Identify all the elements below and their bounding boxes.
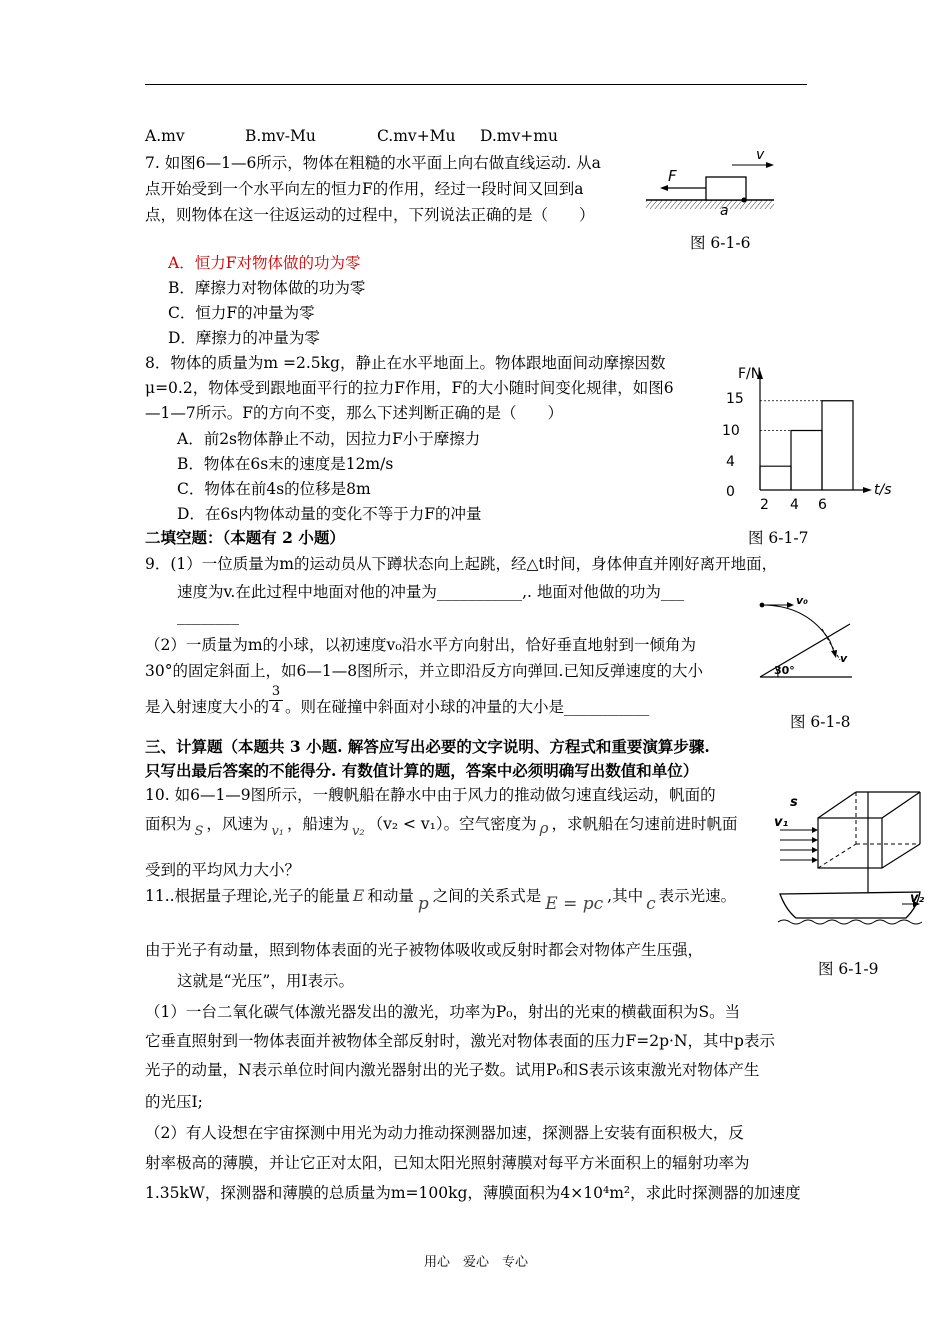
- v-arrowhead: [831, 650, 837, 658]
- y-tick-4: 4: [726, 454, 735, 470]
- var-S: S: [194, 824, 204, 839]
- bar-0-2: [760, 466, 791, 490]
- q6-option-a: A.mv: [145, 127, 185, 145]
- q7-line-3: 点，则物体在这一往返运动的过程中，下列说法正确的是（ ）: [145, 206, 595, 224]
- x-tick-6: 6: [818, 497, 827, 513]
- wind-arrowhead-3: [812, 847, 818, 853]
- q6-option-c: C.mv+Mu: [377, 127, 456, 145]
- fraction-denominator: 4: [269, 700, 283, 717]
- q7-line-2: 点开始受到一个水平向左的恒力F的作用，经过一段时间又回到a: [145, 180, 584, 198]
- q6-option-d: D.mv+mu: [480, 127, 558, 145]
- wind-arrowhead-1: [812, 827, 818, 833]
- page-footer: 用心 爱心 专心: [424, 1255, 529, 1270]
- q6-option-b: B.mv-Mu: [245, 127, 316, 145]
- var-c: c: [646, 894, 656, 914]
- label-30deg: 30°: [774, 664, 795, 677]
- x-tick-2: 2: [760, 497, 769, 513]
- section-3-line-2: 只写出最后答案的不能得分. 有数值计算的题，答案中必须明确写出数值和单位）: [145, 761, 699, 780]
- q8-option-a: A．前2s物体静止不动，因拉力F小于摩擦力: [177, 430, 481, 448]
- y-axis-label: F/N: [738, 366, 762, 382]
- q7-option-a: A．恒力F对物体做的功为零: [168, 254, 361, 272]
- point-a: [742, 198, 747, 203]
- x-tick-4: 4: [790, 497, 799, 513]
- q11-line-1: [145, 884, 737, 914]
- q10-text-e: ，求帆船在匀速前进时帆面: [551, 815, 738, 833]
- label-v: v: [756, 147, 765, 163]
- sail-edge-top-right: [882, 792, 920, 818]
- q7-option-b: B．摩擦力对物体做的功为零: [168, 279, 366, 297]
- label-a: a: [720, 203, 729, 219]
- figure-6-1-6-caption: 图 6-1-6: [690, 234, 751, 252]
- q10-line-2: [145, 812, 738, 839]
- figure-6-1-9: [770, 782, 940, 942]
- figure-6-1-8-caption: 图 6-1-8: [790, 713, 851, 731]
- bar-4-6: [822, 401, 853, 490]
- q11-part2-line-1: （2）有人设想在宇宙探测中用光为动力推动探测器加速，探测器上安装有面积极大，反: [145, 1124, 744, 1142]
- label-v: v: [840, 652, 848, 665]
- q9-part1-line-3: ________: [177, 607, 239, 625]
- q9-part2-line-1: （2）一质量为m的小球，以初速度v₀沿水平方向射出，恰好垂直地射到一倾角为: [145, 636, 697, 654]
- y-tick-0: 0: [726, 484, 735, 500]
- wind-arrowhead-4: [812, 857, 818, 863]
- wind-arrowhead-2: [812, 837, 818, 843]
- q10-text-b: ，风速为: [206, 815, 269, 833]
- section-2-heading: 二填空题：（本题有 2 小题）: [145, 528, 345, 547]
- x-axis-label: t/s: [874, 482, 892, 498]
- q7-option-c: C．恒力F的冲量为零: [168, 304, 315, 322]
- q7-line-1: 7. 如图6—1—6所示，物体在粗糙的水平面上向右做直线运动. 从a: [145, 154, 601, 172]
- var-p: p: [417, 894, 429, 914]
- q11-text-a: 11..根据量子理论,光子的能量: [145, 887, 351, 905]
- equation-E-pc: E = pc: [545, 894, 604, 914]
- figure-6-1-7-caption: 图 6-1-7: [748, 529, 809, 547]
- q10-text-c: ，船速为: [287, 815, 350, 833]
- q11-part1-line-1: （1）一台二氧化碳气体激光器发出的激光，功率为P₀，射出的光束的横截面积为S。当: [145, 1003, 741, 1021]
- sail-edge-top-left: [818, 792, 856, 818]
- q11-part2-line-2: 射率极高的薄膜，并让它正对太阳，已知太阳光照射薄膜对每平方米面积上的辐射功率为: [145, 1154, 750, 1172]
- q11-line-3: 这就是“光压”，用I表示。: [177, 972, 354, 990]
- q9-part2-line-3b: 。则在碰撞中斜面对小球的冲量的大小是___________: [285, 698, 650, 716]
- q7-option-d: D．摩擦力的冲量为零: [168, 329, 320, 347]
- figure-6-1-6: [640, 143, 780, 225]
- q10-line-3: 受到的平均风力大小？: [145, 861, 301, 879]
- label-F: F: [668, 167, 677, 185]
- trajectory: [762, 605, 830, 641]
- bar-2-4: [791, 431, 822, 491]
- fraction-numerator: 3: [271, 684, 281, 699]
- block: [706, 177, 746, 200]
- q8-line-1: 8．物体的质量为m =2.5kg，静止在水平地面上。物体跟地面间动摩擦因数: [145, 354, 666, 372]
- ground-hatch: [646, 200, 774, 209]
- var-v2: v₂: [352, 824, 365, 839]
- q9-part1-line-2: 速度为v.在此过程中地面对他的冲量为___________,. 地面对他做的功为___: [177, 583, 685, 601]
- q11-text-d: ,其中: [607, 887, 644, 905]
- sail-hidden-bottom: [818, 844, 856, 868]
- sail-front: [818, 818, 882, 868]
- hull: [780, 892, 920, 918]
- q11-part1-line-4: 的光压I;: [145, 1093, 203, 1111]
- var-E: E: [353, 887, 365, 905]
- var-rho: ρ: [539, 819, 549, 837]
- q10-text-d: （v₂ < v₁）。空气密度为: [367, 815, 537, 833]
- q10-text-a: 面积为: [145, 815, 192, 833]
- q11-part1-line-2: 它垂直照射到一物体表面并被物体全部反射时，激光对物体表面的压力F=2p·N，其中p表示: [145, 1032, 775, 1050]
- q9-part1-line-1: 9．(1）一位质量为m的运动员从下蹲状态向上起跳，经△t时间，身体伸直并刚好离开地面，: [145, 555, 778, 573]
- q11-line-2: 由于光子有动量，照到物体表面的光子被物体吸收或反射时都会对物体产生压强，: [145, 941, 704, 959]
- q11-text-b: 和动量: [367, 887, 414, 905]
- fraction-3-4: [269, 684, 283, 717]
- bars: [760, 401, 853, 490]
- q11-text-e: 表示光速。: [658, 887, 737, 905]
- y-tick-10: 10: [722, 423, 740, 439]
- figure-6-1-9-caption: 图 6-1-9: [818, 960, 879, 978]
- header-rule: [145, 84, 807, 85]
- label-v1: v₁: [774, 815, 789, 830]
- q8-option-d: D．在6s内物体动量的变化不等于力F的冲量: [177, 505, 482, 523]
- var-v1: v₁: [271, 824, 284, 839]
- ball: [760, 603, 765, 608]
- water-waves: [778, 920, 922, 924]
- figure-6-1-8: [752, 596, 857, 686]
- velocity-arrowhead: [766, 162, 774, 168]
- label-v2: v₂: [910, 891, 925, 906]
- q11-part1-line-3: 光子的动量，N表示单位时间内激光器射出的光子数。试用P₀和S表示该束激光对物体产生: [145, 1061, 760, 1079]
- q8-option-b: B．物体在6s末的速度是12m/s: [177, 455, 394, 473]
- label-v0: v₀: [796, 596, 808, 607]
- q11-text-c: 之间的关系式是: [432, 887, 542, 905]
- q8-line-3: —1—7所示。F的方向不变，那么下述判断正确的是（ ）: [145, 404, 563, 422]
- q9-part2-line-2: 30°的固定斜面上，如6—1—8图所示，并立即沿反方向弹回.已知反弹速度的大小: [145, 662, 703, 680]
- q8-option-c: C．物体在前4s的位移是8m: [177, 480, 371, 498]
- section-3-line-1: 三、计算题（本题共 3 小题. 解答应写出必要的文字说明、方程式和重要演算步骤.: [145, 737, 710, 756]
- q11-part2-line-3: 1.35kW，探测器和薄膜的总质量为m=100kg，薄膜面积为4×10⁴m²，求此时探测器的加速度: [145, 1184, 801, 1202]
- q8-line-2: μ=0.2，物体受到跟地面平行的拉力F作用，F的大小随时间变化规律，如图6: [145, 379, 674, 397]
- v0-arrowhead: [787, 602, 794, 608]
- v-arrow: [830, 641, 834, 652]
- y-tick-15: 15: [726, 391, 744, 407]
- q10-line-1: 10. 如6—1—9图所示，一艘帆船在静水中由于风力的推动做匀速直线运动，帆面的: [145, 786, 716, 804]
- figure-6-1-7-chart: [718, 362, 898, 517]
- x-axis-arrowhead: [863, 487, 872, 493]
- label-s: s: [790, 795, 798, 810]
- force-arrowhead: [660, 185, 668, 191]
- q9-part2-line-3a: 是入射速度大小的: [145, 698, 270, 716]
- sail-edge-bottom-right: [882, 844, 920, 868]
